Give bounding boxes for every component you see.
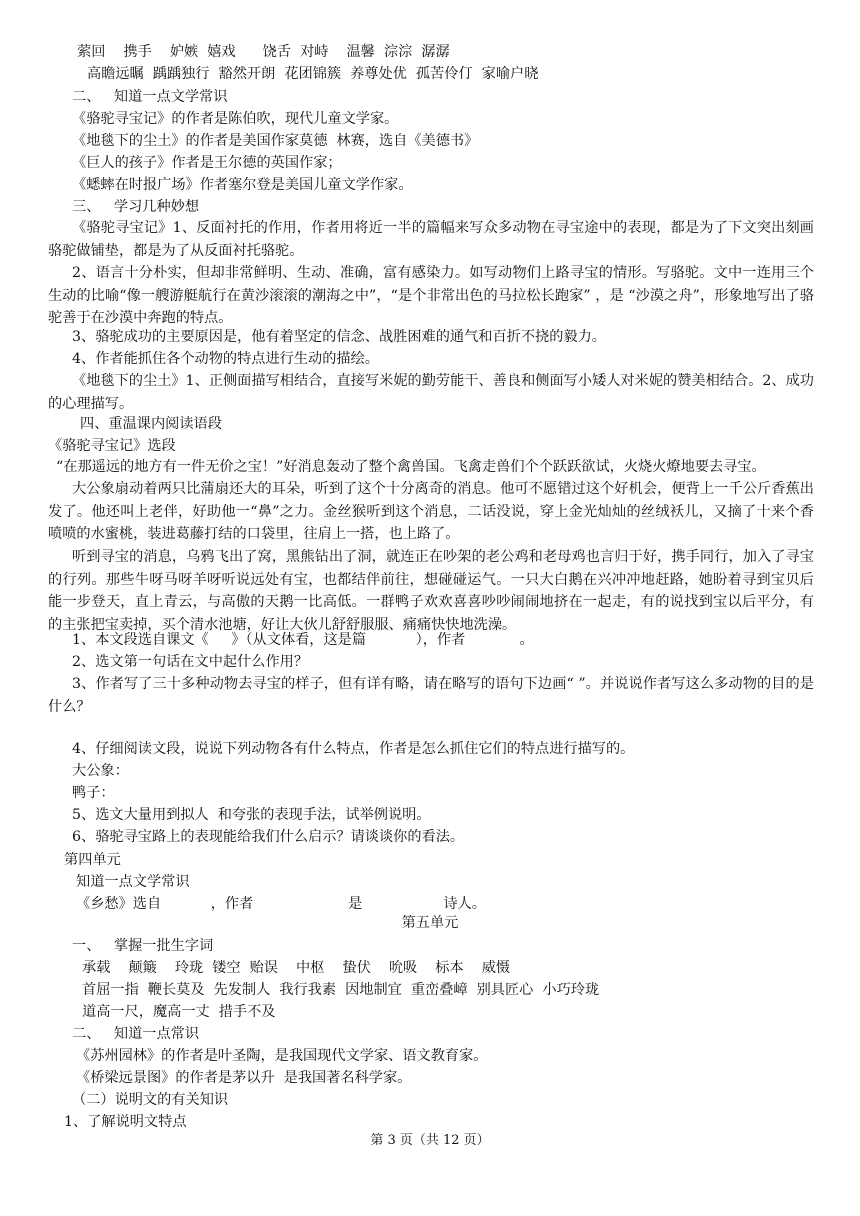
unit5-lit-2: 《桥梁远景图》的作者是茅以升 是我国著名科学家。 bbox=[76, 1070, 412, 1086]
question-6: 6、骆驼寻宝路上的表现能给我们什么启示？请谈谈你的看法。 bbox=[72, 829, 465, 845]
unit3-vocab-line2: 高瞻远瞩 踽踽独行 豁然开朗 花团锦簇 养尊处优 孤苦伶仃 家喻户晓 bbox=[78, 66, 539, 82]
unit5-subheading: （二）说明文的有关知识 bbox=[72, 1092, 229, 1108]
unit3-lit-item-1: 《骆驼寻宝记》的作者是陈伯吹，现代儿童文学家。 bbox=[72, 111, 399, 127]
unit3-lit-item-3: 《巨人的孩子》作者是王尔德的英国作家； bbox=[72, 155, 342, 171]
unit3-section4-heading: 四、重温课内阅读语段 bbox=[80, 416, 222, 432]
unit5-lit-1: 《苏州园林》的作者是叶圣陶，是我国现代文学家、语文教育家。 bbox=[76, 1048, 488, 1064]
question-4-elephant: 大公象： bbox=[72, 763, 129, 779]
question-2: 2、选文第一句话在文中起什么作用？ bbox=[72, 654, 309, 670]
unit4-heading: 第四单元 bbox=[64, 852, 121, 868]
unit5-heading bbox=[0, 913, 860, 933]
unit4-lit-heading: 知道一点文学常识 bbox=[76, 874, 190, 890]
unit5-item-1: 1、了解说明文特点 bbox=[64, 1114, 187, 1130]
excerpt-title: 《骆驼寻宝记》选段 bbox=[48, 438, 176, 454]
excerpt-para-1: “在那遥远的地方有一件无价之宝！”好消息轰动了整个禽兽国。飞禽走兽们个个跃跃欲试，火烧火燎地要去寻宝。 bbox=[56, 459, 766, 475]
question-4-duck: 鸭子： bbox=[72, 785, 115, 801]
page-footer: 第 3 页（共 12 页） bbox=[370, 1133, 490, 1148]
unit3-section3-heading: 三、 学习几种妙想 bbox=[72, 199, 200, 215]
unit4-lit-line: 《乡愁》选自 ，作者 是 诗人。 bbox=[76, 896, 486, 912]
unit3-para-4: 4、作者能抓住各个动物的特点进行生动的描绘。 bbox=[72, 351, 379, 367]
excerpt-para-2: 大公象扇动着两只比蒲扇还大的耳朵，听到了这个十分离奇的消息。他可不愿错过这个好机会，便背上一千公斤香蕉出发了。他还叫上老伴，好助他一“鼻”之力。金丝猴听到这个消息，二话没说，穿上金光灿灿的丝绒袄儿，又摘了十来个香喷喷的水蜜桃，装进葛藤打结的口袋里，往肩上一搭，也上路了。 bbox=[48, 481, 814, 542]
unit3-para-1: 《骆驼寻宝记》1、反面衬托的作用，作者用将近一半的篇幅来写众多动物在寻宝途中的表现，都是为了下文突出刻画骆驼做铺垫，都是为了从反面衬托骆驼。 bbox=[48, 220, 814, 259]
question-5: 5、选文大量用到拟人 和夸张的表现手法，试举例说明。 bbox=[72, 807, 431, 823]
unit3-section2-heading: 二、 知道一点文学常识 bbox=[72, 89, 228, 105]
unit3-para-5: 《地毯下的尘土》1、正侧面描写相结合，直接写米妮的勤劳能干、善良和侧面写小矮人对米妮的赞美相结合。2、成功的心理描写。 bbox=[48, 373, 814, 412]
unit5-vocab-line3: 道高一尺，魔高一丈 措手不及 bbox=[82, 1004, 276, 1020]
unit3-lit-item-4: 《蟋蟀在时报广场》作者塞尔登是美国儿童文学作家。 bbox=[72, 177, 413, 193]
unit5-vocab-line2: 首屈一指 鞭长莫及 先发制人 我行我素 因地制宜 重峦叠嶂 别具匠心 小巧玲珑 bbox=[82, 982, 600, 998]
unit5-heading-text: 第五单元 bbox=[401, 915, 459, 931]
question-4: 4、仔细阅读文段，说说下列动物各有什么特点，作者是怎么抓住它们的特点进行描写的。 bbox=[72, 741, 635, 757]
question-3: 3、作者写了三十多种动物去寻宝的样子，但有详有略，请在略写的语句下边画“ ”。并说说作者写这么多动物的目的是什么？ bbox=[48, 676, 814, 715]
question-1: 1、本文段选自课文《 》（从文体看，这是篇 ），作者 。 bbox=[72, 632, 534, 648]
unit3-para-3: 3、骆驼成功的主要原因是，他有着坚定的信念、战胜困难的通气和百折不挠的毅力。 bbox=[72, 329, 606, 345]
unit3-lit-item-2: 《地毯下的尘土》的作者是美国作家莫德 林赛，选自《美德书》 bbox=[72, 133, 479, 149]
excerpt-para-3: 听到寻宝的消息，乌鸦飞出了窝，黑熊钻出了洞，就连正在吵架的老公鸡和老母鸡也言归于好，携手同行，加入了寻宝的行列。那些牛呀马呀羊呀听说远处有宝，也都结伴前往，想碰碰运气。一只大白鹅在兴冲冲地赶路，她盼着寻到宝贝后能一步登天，直上青云，与高傲的天鹅一比高低。一群鸭子欢欢喜喜吵吵闹闹地挤在一起走，有的说找到宝以后平分，有的主张把宝卖掉，买个清水池塘，好让大伙儿舒舒服服、痛痛快快地洗澡。 bbox=[48, 549, 814, 633]
unit5-vocab-line1: 承载 颠簸 玲珑 镂空 贻误 中枢 蛰伏 吮吸 标本 威慑 bbox=[82, 960, 511, 976]
unit5-section2-heading: 二、 知道一点常识 bbox=[72, 1026, 200, 1042]
unit5-section1-heading: 一、 掌握一批生字词 bbox=[72, 938, 214, 954]
unit3-vocab-line1: 萦回 携手 妒嫉 嬉戏 饶舌 对峙 温馨 淙淙 潺潺 bbox=[68, 44, 450, 60]
unit3-para-2: 2、语言十分朴实，但却非常鲜明、生动、准确，富有感染力。如写动物们上路寻宝的情形。写骆驼。文中一连用三个生动的比喻“像一艘游艇航行在黄沙滚滚的潮海之中”，“是个非常出色的马拉松长跑家” ，是 “沙漠之舟”，形象地写出了骆驼善于在沙漠中奔跑的特点。 bbox=[48, 265, 814, 326]
